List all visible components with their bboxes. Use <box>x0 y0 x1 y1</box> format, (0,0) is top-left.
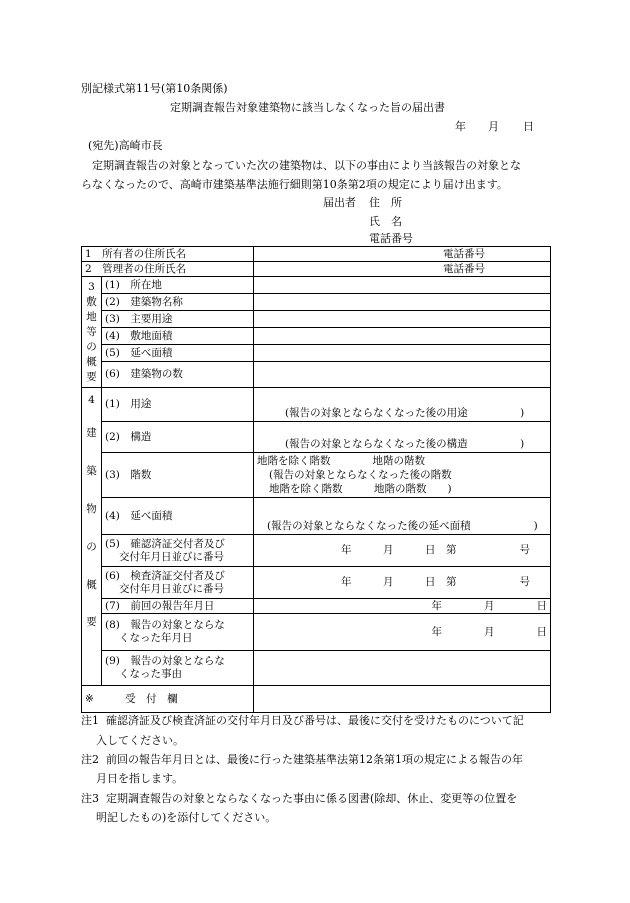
floor-area-note: (報告の対象とならなくなった後の延べ面積 ) <box>267 520 538 532</box>
note-3-line-1: 定期調査報告の対象とならなくなった事由に係る図書(除却、休止、変更等の位置を <box>106 792 518 805</box>
note-1-line-2: 入してください。 <box>96 734 184 747</box>
site-area-label: (4) 敷地面積 <box>102 328 254 345</box>
address-label: 住 所 <box>369 196 402 209</box>
addressee: (宛先)高崎市長 <box>88 139 163 152</box>
main-use-label: (3) 主要用途 <box>102 311 254 328</box>
floors-line-2: (報告の対象とならなくなった後の階数 <box>269 469 452 481</box>
building-section-number: 4 <box>88 394 95 406</box>
confirmation-cert-field[interactable] <box>254 535 551 567</box>
manager-row <box>82 262 551 277</box>
building-section-char: の <box>86 541 97 553</box>
note-2-line-2: 月日を指します。 <box>96 772 184 785</box>
previous-report-label: (7) 前回の報告年月日 <box>102 599 254 614</box>
inspection-cert-field[interactable] <box>254 567 551 599</box>
note-1-line-1: 確認済証及び検査済証の交付年月日及び番号は、最後に交付を受けたものについて記 <box>106 714 524 727</box>
phone-label: 電話番号 <box>369 232 413 245</box>
owner-phone-label: 電話番号 <box>443 247 485 260</box>
ended-date-label-line-1: (8) 報告の対象とならな <box>105 619 225 631</box>
floors-label: (3) 階数 <box>102 453 254 498</box>
name-label: 氏 名 <box>369 215 402 228</box>
site-area-field[interactable] <box>254 328 551 345</box>
date-day: 日 <box>523 120 534 133</box>
ended-reason-label-line-2: くなった事由 <box>119 668 182 680</box>
inspection-cert-label <box>102 567 254 599</box>
location-label: (1) 所在地 <box>102 277 254 294</box>
ended-date-label-line-2: くなった年月日 <box>119 632 193 644</box>
manager-label: 2 管理者の住所氏名 <box>82 262 254 277</box>
body-line-1: 定期調査報告の対象となっていた次の建築物は、以下の事由により当該報告の対象とな <box>92 159 521 172</box>
body-line-2: らなくなったので、高崎市建築基準法施行細則第10条第2項の規定により届け出ます。 <box>81 178 508 191</box>
site-section-number: 3 <box>88 280 95 293</box>
building-count-field[interactable] <box>254 362 551 388</box>
note-2-line-1: 前回の報告年月日とは、最後に行った建築基準法第12条第1項の規定による報告の年 <box>106 753 523 766</box>
floor-area-label: (4) 延べ面積 <box>102 498 254 535</box>
building-name-field[interactable] <box>254 294 551 311</box>
note-2-number: 注2 <box>81 753 99 766</box>
ended-date-field[interactable] <box>254 614 551 651</box>
form-table <box>81 246 551 713</box>
inspection-cert-label-line-2: 交付年月日並びに番号 <box>119 582 224 595</box>
use-label: (1) 用途 <box>102 388 254 422</box>
ended-reason-label-line-1: (9) 報告の対象とならな <box>105 655 225 667</box>
manager-field[interactable] <box>254 262 551 277</box>
building-section-char: 建 <box>86 427 97 439</box>
use-note: (報告の対象とならなくなった後の用途 ) <box>285 407 525 419</box>
total-floor-area-field[interactable] <box>254 345 551 362</box>
building-count-label: (6) 建築物の数 <box>102 362 254 388</box>
use-field[interactable] <box>254 388 551 422</box>
inspection-cert-date-number: 年 月 日 第 号 <box>341 576 530 588</box>
confirmation-cert-date-number: 年 月 日 第 号 <box>341 544 530 556</box>
note-1-number: 注1 <box>81 714 99 727</box>
ended-reason-field[interactable] <box>254 651 551 686</box>
location-field[interactable] <box>254 277 551 294</box>
date-month: 月 <box>488 120 499 133</box>
building-section-char: 概 <box>86 579 97 591</box>
owner-label: 1 所有者の住所氏名 <box>82 247 254 262</box>
ended-date: 年 月 日 <box>431 625 547 638</box>
ended-reason-label <box>102 651 254 686</box>
reception-mark: ※ <box>85 692 94 705</box>
previous-report-field[interactable] <box>254 599 551 614</box>
site-section-char: 敷 <box>86 295 97 308</box>
owner-row <box>82 247 551 262</box>
site-section-char: の <box>86 340 97 353</box>
reception-label <box>82 686 254 713</box>
building-section-char: 物 <box>86 503 97 515</box>
ended-date-label <box>102 614 254 651</box>
site-section-char: 等 <box>86 325 97 338</box>
structure-field[interactable] <box>254 422 551 453</box>
site-section-label <box>82 277 102 388</box>
main-use-field[interactable] <box>254 311 551 328</box>
document-title: 定期調査報告対象建築物に該当しなくなった旨の届出書 <box>170 101 445 114</box>
reception-text: 受 付 欄 <box>125 692 178 705</box>
date-year: 年 <box>455 120 466 133</box>
floors-line-1: 地階を除く階数 地階の階数 <box>257 455 425 467</box>
structure-note: (報告の対象とならなくなった後の構造 ) <box>285 438 525 450</box>
previous-report-date: 年 月 日 <box>431 599 547 612</box>
confirmation-cert-label <box>102 535 254 567</box>
inspection-cert-label-line-1: (6) 検査済証交付者及び <box>105 569 225 582</box>
notifier-label: 届出者 <box>323 196 356 209</box>
floors-field[interactable] <box>254 453 551 498</box>
building-section-char: 築 <box>86 465 97 477</box>
building-section-char: 要 <box>86 616 97 628</box>
manager-phone-label: 電話番号 <box>443 262 485 275</box>
owner-field[interactable] <box>254 247 551 262</box>
site-section-char: 概 <box>86 355 97 368</box>
floors-line-3: 地階を除く階数 地階の階数 ) <box>269 483 452 495</box>
note-3-line-2: 明記したもの)を添付してください。 <box>96 811 277 824</box>
total-floor-area-label: (5) 延べ面積 <box>102 345 254 362</box>
confirmation-cert-label-line-2: 交付年月日並びに番号 <box>119 550 224 563</box>
building-section-label <box>82 388 102 686</box>
structure-label: (2) 構造 <box>102 422 254 453</box>
building-name-label: (2) 建築物名称 <box>102 294 254 311</box>
note-3-number: 注3 <box>81 792 99 805</box>
floor-area-field[interactable] <box>254 498 551 535</box>
reception-field <box>254 686 551 713</box>
site-section-char: 要 <box>86 370 97 383</box>
form-number: 別記様式第11号(第10条関係) <box>81 82 228 95</box>
site-section-char: 地 <box>86 310 97 323</box>
confirmation-cert-label-line-1: (5) 確認済証交付者及び <box>105 537 225 550</box>
